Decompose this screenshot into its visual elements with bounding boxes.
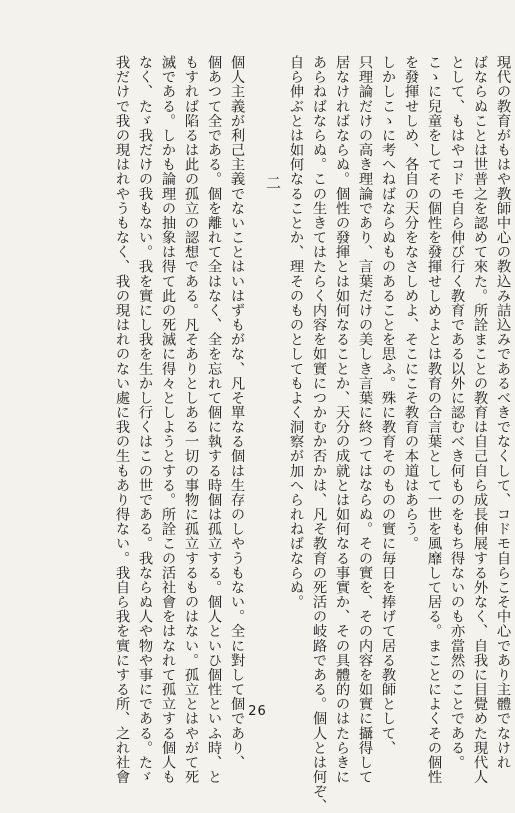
text-column: しかしこゝに考へねばならぬものあることを思ふ。殊に教育そのものの實に毎日を捧げて居る教師として、	[380, 55, 396, 755]
text-column: なく、たゞ我だけの我もない。我を實にし我を生かし行くはこの世である。我ならぬ人や物や事にである。たゞ	[137, 55, 153, 784]
text-column: もすれば陷るは此の孤立の認想である。凡そありとしある一切の事物に孤立するものはない。孤立とはやがて死	[183, 55, 199, 784]
text-column: 個人主義が利己主義でないことはいはずもがな、凡そ單なる個は生存のしやうもない。全に對して個であり、	[229, 55, 245, 770]
text-column: として、もはやコドモ自ら伸び行く教育である以外に認むべき何ものをもち得ないのも亦當然のことである。	[449, 55, 465, 770]
text-column: こゝに兒童をしてその個性を發揮せしめよとは教育の合言葉として一世を風靡して居る。まことによくその個性	[426, 55, 442, 784]
text-column: 自ら伸ぶとは如何なることか、理そのものとしてもよく洞察が加へられねばならぬ。	[288, 55, 304, 610]
text-column: あらねばならぬ。この生きてはたらく内容を如實につかむか否かは、凡そ教育の死活の岐路である。個人とは何ぞ、	[311, 55, 327, 813]
text-column: を發揮せしめ、各自の天分をなさしめよ、そこにこそ教育の本道はあらう。	[403, 55, 419, 551]
text-column: 滅である。しかも論理の抽象は得て此の死滅に得々としようとする。所詮この活社會をはなれて孤立する個人も	[160, 55, 176, 784]
section-heading: 二	[264, 175, 282, 194]
page-number: 26	[248, 704, 267, 719]
text-column: 現代の教育がもはや教師中心の教込み詰込みであるべきでなくして、コドモ自らこそ中心であり主體でなけれ	[495, 55, 511, 770]
text-column: 居なければならぬ。個性の發揮とは如何なることか、天分の成就とは如何なる事實か、その具體的のはたらきに	[334, 55, 350, 784]
text-column: 個あつて全である。個を離れて全はなく、全を忘れて個に執する時個は孤立する。個人といひ個性といふ時、と	[206, 55, 222, 784]
text-column: 只理論だけの高き理論であり、言葉だけの美しき言葉に終つてはならぬ。その實を、その内容を如實に攝得して	[357, 55, 373, 784]
text-column: 我だけで我の現はれやうもなく、我の現はれのない處に我の生もあり得ない。我自ら我を實にする所、之れ社會	[114, 55, 130, 784]
text-column: ばならぬことは世普之を認めて來た。所詮まことの教育は自己自ら成長伸展する外なく、自我に目覺めた現代人	[472, 55, 488, 784]
